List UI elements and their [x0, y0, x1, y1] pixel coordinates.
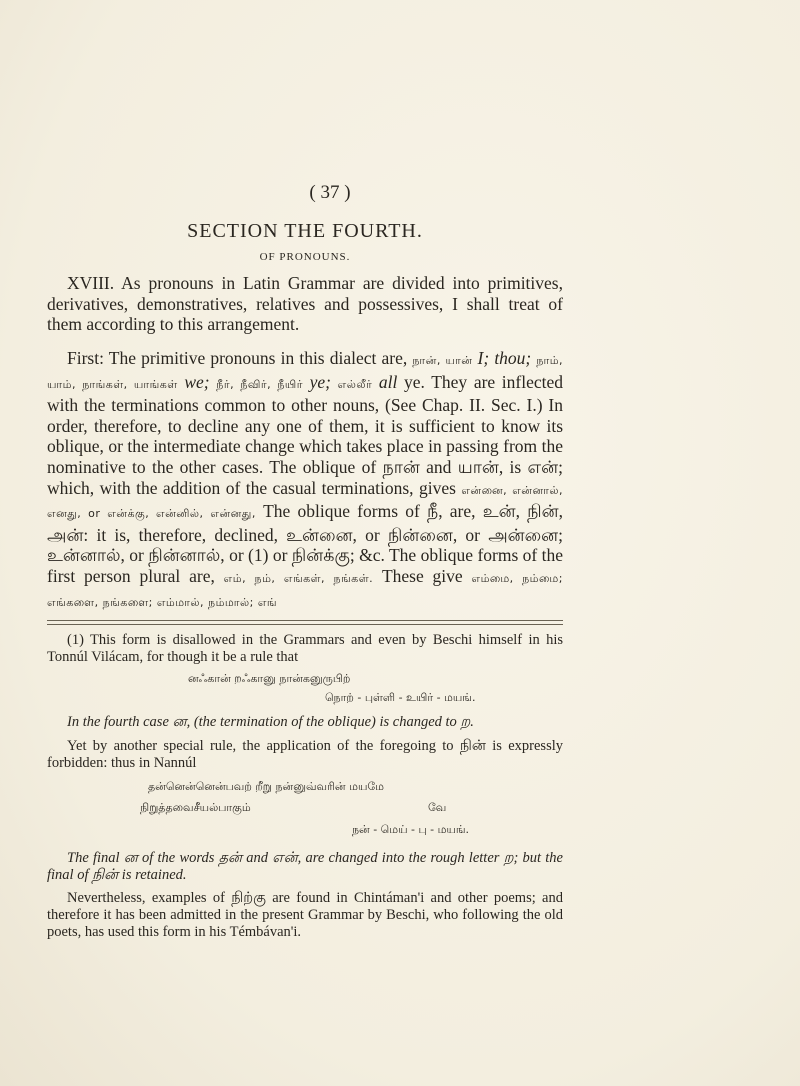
footnote-divider: [47, 620, 563, 625]
footnote-final-letter: The final ன of the words தன் and என், are changed into the rough letter ற; but the final of நின் is retained.: [47, 850, 563, 883]
paragraph-primitive-pronouns: First: The primitive pronouns in this dialect are, நான், யான் I; thou; நாம், யாம், நாங்கள், யாங்கள் we; நீர், நீவிர், நீயிர் ye; எல்லீர் all ye. They are inflected with the terminations common to other nouns, (See Chap. II. Sec. I.) In order, therefore, to decline any one of them, it is sufficient to know its oblique, or the intermediate change which takes place in passing from the nominative to the other cases. The oblique of நான் and யான், is என்; which, with the addition of the casual terminations, gives என்னை, என்னால், எனது, or என்க்கு, என்னில், என்னது, The oblique forms of நீ, are, உன், நின், அன்: it is, therefore, declined, உன்னை, or நின்னை, or அன்னை; உன்னால், or நின்னால், or (1) or நின்க்கு; &c. The oblique forms of the first person plural are, எம், நம், எங்கள், நங்கள். These give எம்மை, நம்மை; எங்களை, நங்களை; எம்மால், நம்மால்; எங்: [47, 348, 564, 609]
tamil-verse-line-2: தன்னென்னென்பவற் றீறு நன்னுவ்வரின் மயமே: [148, 780, 385, 793]
footnote-special-rule: Yet by another special rule, the application of the foregoing to நின் is expressly forbidden: thus in Nannúl: [47, 738, 563, 771]
section-title: SECTION THE FOURTH.: [187, 220, 423, 242]
footnote-1: (1) This form is disallowed in the Grammars and even by Beschi himself in his Tonnúl Vilácam, for though it be a rule that: [47, 632, 563, 665]
paragraph-xviii: XVIII. As pronouns in Latin Grammar are divided into primitives, derivatives, demonstratives, relatives and possessives, I shall treat of them according to this arrangement.: [47, 273, 563, 335]
tamil-verse-citation-2: நன் - மெய் - பு - மயங்.: [352, 823, 470, 836]
tamil-verse-line-3-end: வே: [428, 801, 447, 814]
tamil-verse-line-1: னஃகான் றஃகானு நான்கனுருபிற்: [188, 672, 351, 685]
page-number: ( 37 ): [309, 182, 351, 203]
footnote-nevertheless: Nevertheless, examples of நிற்கு are found in Chintáman'i and other poems; and therefore it has been admitted in the present Grammar by Beschi, who following the old poets, has used this form in his Témbávan'i.: [47, 890, 563, 940]
section-subtitle: OF PRONOUNS.: [259, 251, 351, 263]
tamil-verse-line-3: நிறுத்தவைசீயல்பாகும்: [140, 801, 251, 814]
tamil-verse-citation-1: நொற் - புள்ளி - உயிர் - மயங்.: [325, 691, 476, 704]
footnote-rule-text: In the fourth case ன, (the termination of the oblique) is changed to ற.: [67, 714, 474, 730]
